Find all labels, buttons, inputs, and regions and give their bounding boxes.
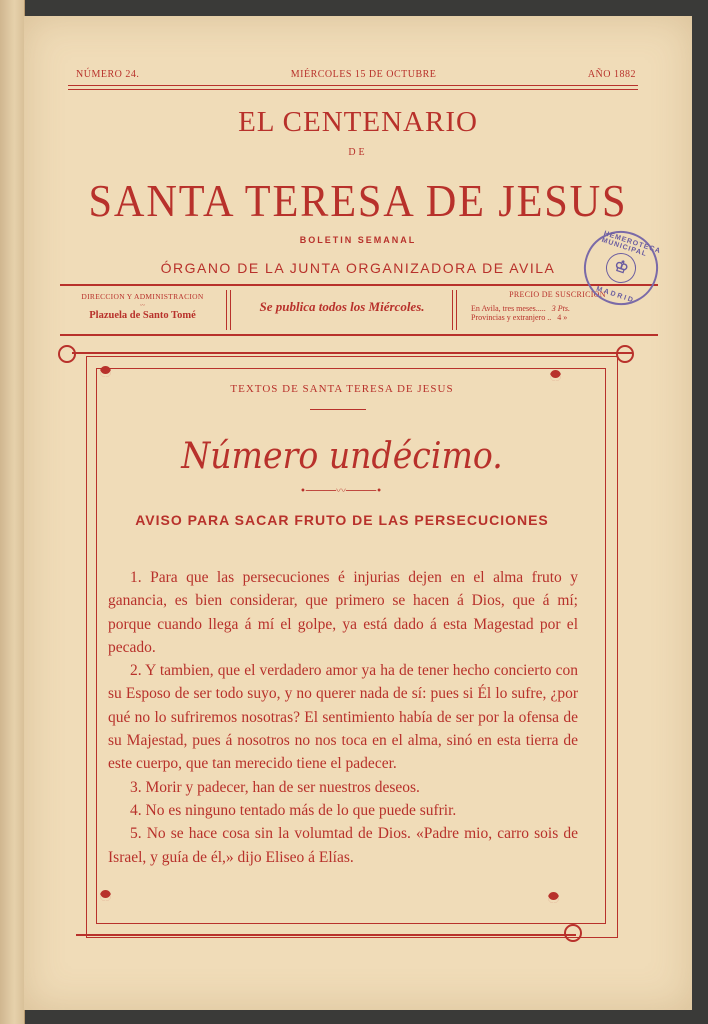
precio-avila-value: 3 Pts. bbox=[551, 304, 570, 313]
issue-date: MIÉRCOLES 15 DE OCTUBRE bbox=[290, 69, 437, 80]
scroll-curl-right-icon bbox=[616, 345, 634, 363]
paragraph-4: 4. No es ninguno tentado más de lo que puede sufrir. bbox=[130, 801, 457, 819]
paragraph-1: 1. Para que las persecuciones é injurias dejen en el alma fruto y ganancia, es bien considerar, que primero se hacen á Dios, que á mí; porque cuando llega á mí el golpe, ya está dado á esta Magestad por el pecado. bbox=[108, 569, 578, 656]
direccion-cell bbox=[60, 290, 225, 330]
organo-subtitle: ÓRGANO DE LA JUNTA ORGANIZADORA DE AVILA bbox=[160, 260, 556, 276]
masthead-top-line bbox=[76, 69, 636, 80]
stamp-bottom-text: MADRID bbox=[595, 285, 636, 305]
separator-1 bbox=[226, 290, 231, 330]
precio-avila-row bbox=[457, 304, 658, 313]
newspaper-page bbox=[24, 16, 692, 1010]
title-line-2: SANTA TERESA DE JESUS bbox=[88, 175, 628, 226]
crest-icon: ♔ bbox=[602, 249, 640, 287]
stamp-top-text: HEMEROTECA MUNICIPAL bbox=[600, 230, 662, 259]
issue-number: NÚMERO 24. bbox=[76, 69, 140, 80]
publica-cell bbox=[232, 292, 452, 332]
rivet-icon bbox=[548, 892, 559, 903]
scroll-curl-left-icon bbox=[58, 345, 76, 363]
paragraph-2: 2. Y tambien, que el verdadero amor ya ha de tener hecho concierto con su Esposo de ser todo suyo, y no querer nada de sí: pues si Él lo sufre, ¿por qué no lo sufriremos nosotras? El sentimiento había de ser por la ofensa de su Majestad, pues á nosotros no nos toca en el alma, sinó en esta tierra de este cuerpo, que tan merecido tiene el padecer. bbox=[108, 662, 578, 773]
number-title: Número undécimo. bbox=[181, 436, 503, 477]
issue-year: AÑO 1882 bbox=[587, 69, 636, 80]
section-underline bbox=[310, 409, 366, 410]
article-heading: AVISO PARA SACAR FRUTO DE LAS PERSECUCIONES bbox=[135, 512, 549, 528]
info-bar bbox=[60, 284, 658, 336]
scroll-top-bar bbox=[72, 352, 632, 354]
rivet-icon bbox=[100, 890, 111, 901]
precio-label: PRECIO DE SUSCRICION bbox=[509, 290, 606, 299]
scroll-bottom-bar bbox=[76, 934, 576, 936]
publica-text: Se publica todos los Miércoles. bbox=[259, 299, 425, 314]
rivet-icon bbox=[100, 366, 111, 377]
precio-prov-row bbox=[457, 313, 658, 322]
direccion-label: DIRECCION Y ADMINISTRACION bbox=[81, 292, 204, 301]
divider-ornament: •─────〰─────• bbox=[300, 486, 383, 497]
precio-prov-value: 4 » bbox=[557, 313, 568, 322]
ornament-small: 〰 bbox=[139, 304, 145, 309]
boletin-subtitle: BOLETIN SEMANAL bbox=[299, 235, 417, 245]
precio-avila: En Avila, tres meses..... bbox=[471, 304, 546, 313]
book-spine bbox=[0, 0, 25, 1024]
section-title: TEXTOS DE SANTA TERESA DE JESUS bbox=[230, 383, 454, 395]
direccion-value: Plazuela de Santo Tomé bbox=[89, 310, 196, 321]
title-line-1: EL CENTENARIO bbox=[238, 106, 478, 138]
scroll-curl-bottom-icon bbox=[564, 924, 582, 942]
rivet-icon bbox=[550, 370, 561, 381]
top-double-rule bbox=[68, 85, 638, 90]
precio-prov: Provincias y extranjero .. bbox=[471, 313, 552, 322]
article-body bbox=[108, 566, 578, 869]
title-de: DE bbox=[348, 147, 368, 158]
paragraph-3: 3. Morir y padecer, han de ser nuestros deseos. bbox=[130, 778, 420, 796]
paragraph-5: 5. No se hace cosa sin la volumtad de Dios. «Padre mio, carro sois de Israel, y guía de él,» dijo Eliseo á Elías. bbox=[108, 825, 578, 866]
